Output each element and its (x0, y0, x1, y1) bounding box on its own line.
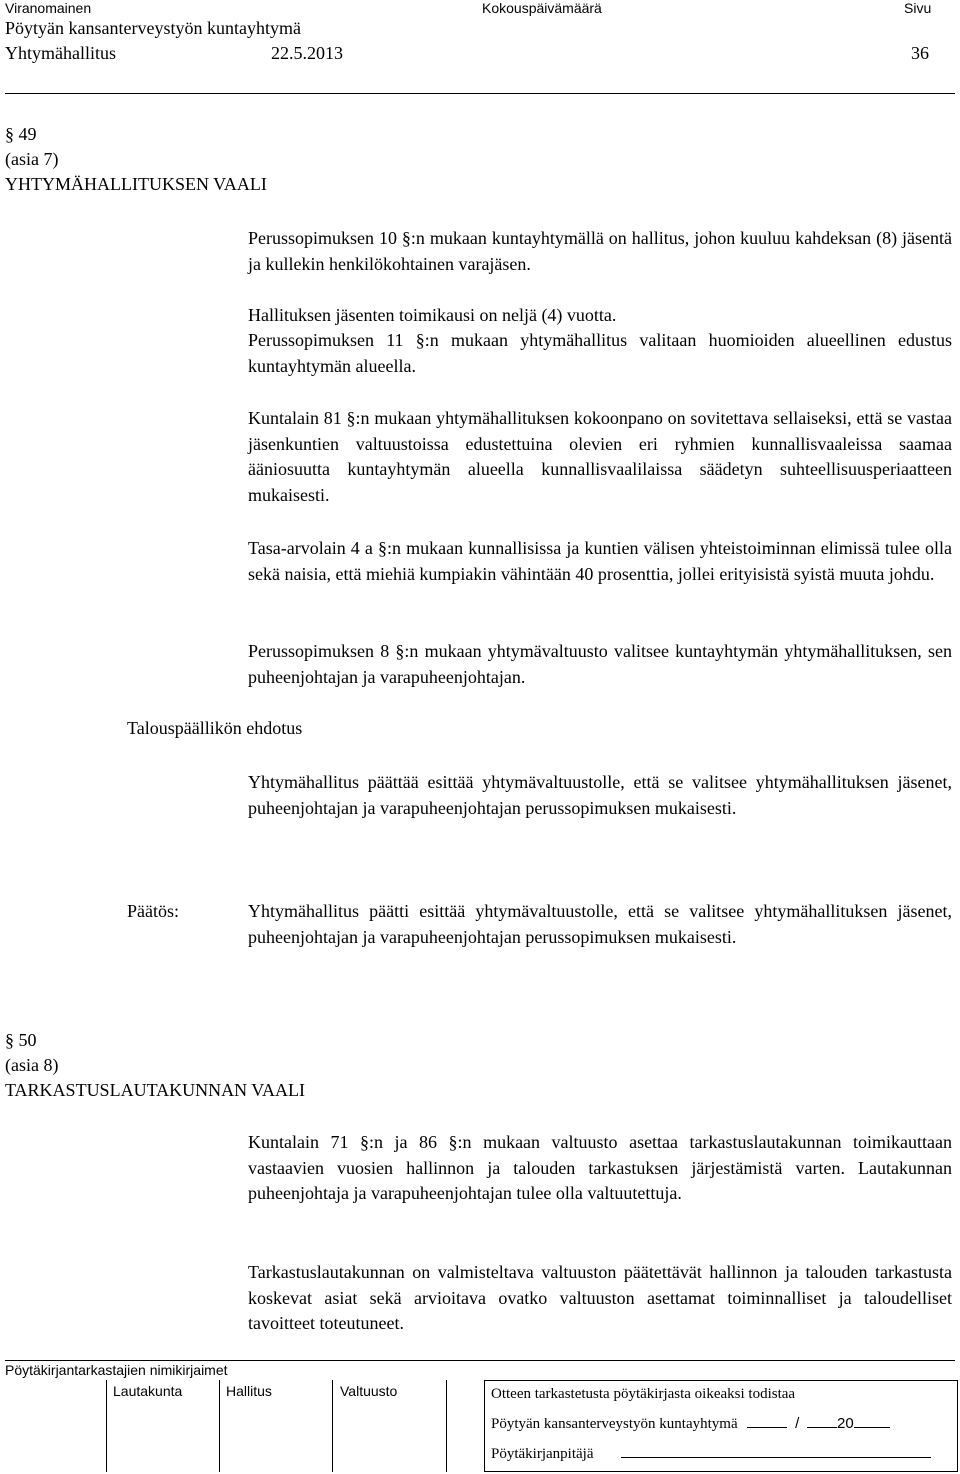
certification-year-blank (854, 1413, 890, 1428)
header-page-label: Sivu (904, 0, 932, 16)
certification-keeper-line (491, 1443, 931, 1463)
section-50-paragraph: Kuntalain 71 §:n ja 86 §:n mukaan valtuusto asettaa tarkastuslautakunnan toimikauttaan vastaavien vuosien hallinnon ja talouden tarkastuksen järjestämistä varten. Lautakunnan puheenjohtaja ja varapuheenjohtajan tulee olla valtuutettuja. (248, 1132, 952, 1203)
certification-box (484, 1380, 958, 1472)
section-49-paragraph: Hallituksen jäsenten toimikausi on neljä (4) vuotta. (248, 305, 617, 325)
certification-keeper: Pöytäkirjanpitäjä (491, 1446, 594, 1462)
footer-column-line (219, 1380, 220, 1472)
footer-col-hallitus: Hallitus (226, 1383, 272, 1399)
header-organization: Pöytyän kansanterveystyön kuntayhtymä (5, 18, 301, 38)
section-49-paragraph: Kuntalain 81 §:n mukaan yhtymähallituksen kokoonpano on sovitettava sellaiseksi, että se vastaa jäsenkuntien valtuustoissa edustettuina olevien eri ryhmien kunnallisvaaleissa saamaa ääniosuutta kuntayhtymän alueella kunnallisvaalilaissa säädetyn suhteellisuusperiaatteen mukaisesti. (248, 408, 952, 505)
header-divider (5, 93, 955, 94)
section-50-title: TARKASTUSLAUTAKUNNAN VAALI (5, 1080, 305, 1100)
certification-org-line (491, 1413, 890, 1433)
section-49-number: § 49 (5, 124, 37, 144)
section-49-paragraph: Perussopimuksen 10 §:n mukaan kuntayhtymällä on hallitus, johon kuuluu kahdeksan (8) jäsentä ja kullekin henkilökohtainen varajäsen. (248, 228, 952, 274)
header-body: Yhtymähallitus (5, 43, 116, 63)
section-49-paragraph: Tasa-arvolain 4 a §:n mukaan kunnallisissa ja kuntien välisen yhteistoiminnan elimissä tulee olla sekä naisia, että miehiä kumpiakin vähintään 40 prosenttia, jollei erityisistä syistä muuta johdu. (248, 538, 952, 584)
certification-day-blank (747, 1413, 787, 1428)
certification-org: Pöytyän kansanterveystyön kuntayhtymä (491, 1416, 738, 1432)
section-50-ref: (asia 8) (5, 1055, 59, 1075)
section-49-title: YHTYMÄHALLITUKSEN VAALI (5, 174, 267, 194)
header-issuer-label: Viranomainen (5, 0, 92, 16)
footer-column-line (446, 1380, 447, 1472)
footer-column-line (106, 1380, 107, 1472)
footer-col-valtuusto: Valtuusto (340, 1383, 398, 1399)
header-date: 22.5.2013 (271, 43, 343, 63)
decision-label: Päätös: (127, 901, 179, 921)
footer-divider (5, 1360, 955, 1361)
header-date-label: Kokouspäivämäärä (482, 0, 602, 16)
certification-slash: / (795, 1415, 800, 1432)
section-49-ref: (asia 7) (5, 149, 59, 169)
section-50-number: § 50 (5, 1030, 37, 1050)
footer-column-line (332, 1380, 333, 1472)
header-page-number: 36 (911, 43, 929, 63)
footer-initials-label: Pöytäkirjantarkastajien nimikirjaimet (5, 1362, 228, 1378)
certification-year: 20 (837, 1415, 854, 1432)
decision-text: Yhtymähallitus päätti esittää yhtymävaltuustolle, että se valitsee yhtymähallituksen jäsenet, puheenjohtajan ja varapuheenjohtajan perussopimuksen mukaisesti. (248, 901, 952, 947)
section-49-paragraph: Perussopimuksen 11 §:n mukaan yhtymähallitus valitaan huomioiden alueellinen edustus kuntayhtymän alueella. (248, 330, 952, 376)
proposal-text: Yhtymähallitus päättää esittää yhtymävaltuustolle, että se valitsee yhtymähallituksen jäsenet, puheenjohtajan ja varapuheenjohtajan perussopimuksen mukaisesti. (248, 772, 952, 818)
certification-title: Otteen tarkastetusta pöytäkirjasta oikeaksi todistaa (491, 1386, 796, 1402)
section-49-paragraph: Perussopimuksen 8 §:n mukaan yhtymävaltuusto valitsee kuntayhtymän yhtymähallituksen, sen puheenjohtajan ja varapuheenjohtajan. (248, 641, 952, 687)
certification-month-blank (807, 1413, 837, 1428)
section-50-paragraph: Tarkastuslautakunnan on valmisteltava valtuuston päätettävät hallinnon ja talouden tarkastusta koskevat asiat sekä arvioitava ovatko valtuuston asettamat toiminnalliset ja taloudelliset tavoitteet toteutuneet. (248, 1262, 952, 1333)
certification-signature-blank (621, 1443, 931, 1458)
proposal-label: Talouspäällikön ehdotus (127, 718, 303, 738)
footer-col-lautakunta: Lautakunta (113, 1383, 183, 1399)
